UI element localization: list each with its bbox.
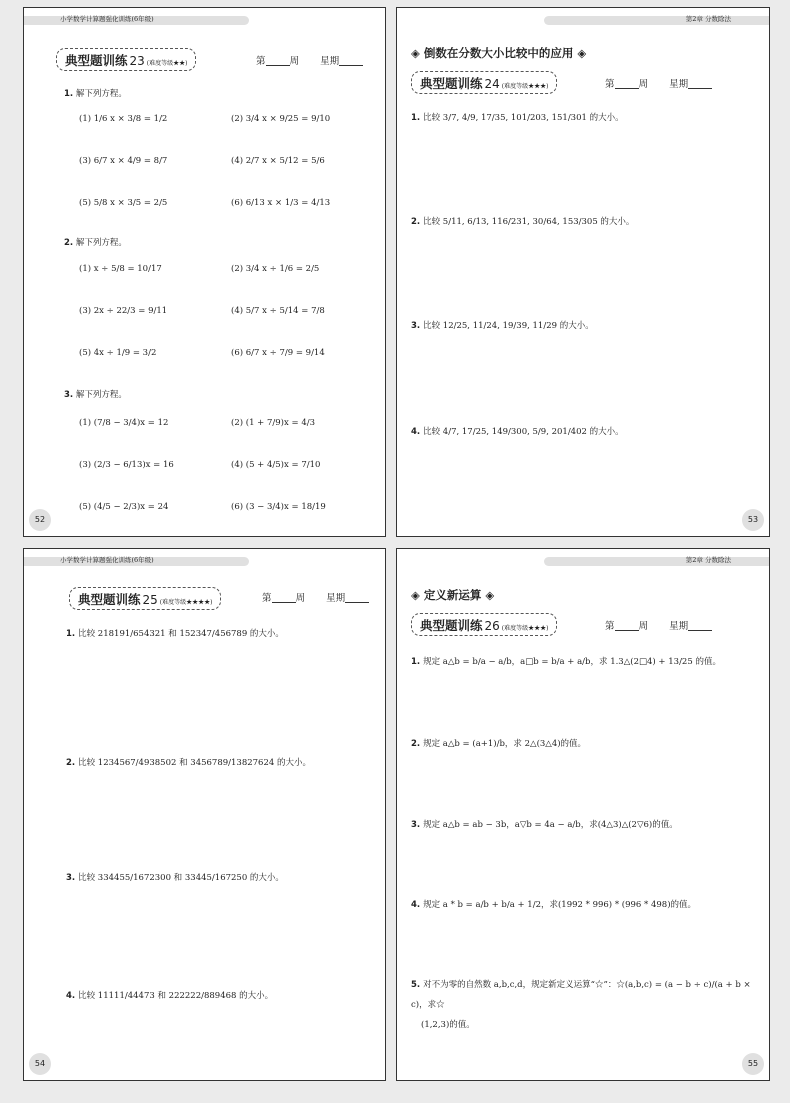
difficulty-label: (难度等级★★★) <box>501 625 549 632</box>
item-label: (1) <box>79 264 94 274</box>
exercise-banner <box>411 71 557 94</box>
equation-text: x ÷ 5/8 = 10/17 <box>93 264 162 274</box>
question-text: 规定 a△b = (a+1)/b，求 2△(3△4)的值。 <box>423 739 587 749</box>
item-label: (3) <box>79 306 94 316</box>
comparison-question <box>66 756 311 768</box>
equation-text: (2/3 − 6/13)x = 16 <box>93 460 174 470</box>
equation-item <box>79 418 168 428</box>
equation-text: 3/4 x ÷ 1/6 = 2/5 <box>245 264 320 274</box>
question-number: 3. <box>411 321 424 331</box>
page-53 <box>396 7 770 537</box>
week-blank[interactable] <box>615 88 639 89</box>
comparison-question <box>66 871 284 883</box>
banner-title: 典型题训练 <box>78 592 141 607</box>
equation-item <box>231 502 326 512</box>
operation-question <box>411 652 756 672</box>
running-header: 第2章 分数除法 <box>685 556 731 564</box>
header-bar <box>544 16 769 25</box>
question-text: 规定 a * b = a/b + b/a + 1/2，求(1992 * 996) * (996 * 498)的值。 <box>423 900 697 910</box>
question-2: 2. 解下列方程。 <box>64 238 127 248</box>
page-number: 53 <box>742 509 764 531</box>
operation-question <box>411 734 756 754</box>
week-blank[interactable] <box>615 630 639 631</box>
week-field: 第 周 星期 <box>605 76 712 90</box>
running-header: 小学数学计算题强化训练(6年级) <box>60 15 154 23</box>
question-number: 1. <box>411 657 424 667</box>
equation-item <box>79 198 167 208</box>
week-blank[interactable] <box>266 65 290 66</box>
equation-text: 6/7 x × 4/9 = 8/7 <box>93 156 168 166</box>
difficulty-label: (难度等级★★★★) <box>159 599 213 606</box>
exercise-banner <box>69 587 221 610</box>
equation-item <box>231 114 330 124</box>
page-52 <box>23 7 386 537</box>
item-label: (6) <box>231 198 246 208</box>
question-number: 4. <box>411 900 424 910</box>
question-text: 比较 11111/44473 和 222222/889468 的大小。 <box>78 991 274 1001</box>
item-label: (4) <box>231 306 246 316</box>
week-field: 第 周 星期 <box>256 53 363 67</box>
operation-question <box>411 815 756 835</box>
week-blank[interactable] <box>272 602 296 603</box>
page-number: 52 <box>29 509 51 531</box>
question-text: 比较 3/7, 4/9, 17/35, 101/203, 151/301 的大小。 <box>423 113 624 123</box>
item-label: (1) <box>79 418 94 428</box>
equation-item <box>79 460 174 470</box>
equation-text: 5/7 x ÷ 5/14 = 7/8 <box>245 306 325 316</box>
banner-number: 26 <box>484 619 500 633</box>
equation-item <box>79 156 167 166</box>
question-text: 规定 a△b = ab − 3b，a▽b = 4a − a/b，求(4△3)△(2▽6)的值。 <box>423 820 678 830</box>
question-number: 2. <box>66 758 79 768</box>
equation-item <box>79 264 162 274</box>
day-blank[interactable] <box>345 602 369 603</box>
question-number: 4. <box>66 991 79 1001</box>
running-header: 第2章 分数除法 <box>685 15 731 23</box>
question-number: 3. <box>66 873 79 883</box>
equation-text: 2/7 x × 5/12 = 5/6 <box>245 156 325 166</box>
item-label: (3) <box>79 460 94 470</box>
equation-item <box>231 156 325 166</box>
question-text: 对不为零的自然数 a,b,c,d，规定新定义运算“☆”：☆(a,b,c) = (a − b ÷ c)/(a + b × c)，求☆ <box>411 980 751 1010</box>
question-number: 1. <box>411 113 424 123</box>
equation-item <box>231 418 315 428</box>
equation-item <box>231 348 325 358</box>
section-title: ◈ 倒数在分数大小比较中的应用 ◈ <box>411 46 587 60</box>
question-text: 比较 334455/1672300 和 33445/167250 的大小。 <box>78 873 284 883</box>
item-label: (2) <box>231 114 246 124</box>
comparison-question <box>66 989 273 1001</box>
equation-item <box>79 306 167 316</box>
item-label: (2) <box>231 418 246 428</box>
question-text: 比较 12/25, 11/24, 19/39, 11/29 的大小。 <box>423 321 594 331</box>
item-label: (5) <box>79 198 94 208</box>
item-label: (5) <box>79 348 94 358</box>
comparison-question <box>411 319 594 331</box>
question-number: 3. <box>411 820 424 830</box>
item-label: (5) <box>79 502 94 512</box>
banner-title: 典型题训练 <box>420 76 483 91</box>
banner-number: 24 <box>484 77 500 91</box>
question-text: 比较 5/11, 6/13, 116/231, 30/64, 153/305 的大小。 <box>423 217 635 227</box>
item-label: (6) <box>231 502 246 512</box>
equation-text: (7/8 − 3/4)x = 12 <box>93 418 169 428</box>
page-55 <box>396 548 770 1081</box>
day-blank[interactable] <box>688 88 712 89</box>
equation-item <box>231 264 319 274</box>
question-number: 2. <box>411 739 424 749</box>
item-label: (3) <box>79 156 94 166</box>
running-header: 小学数学计算题强化训练(6年级) <box>60 556 154 564</box>
comparison-question <box>66 627 284 639</box>
question-number: 2. <box>411 217 424 227</box>
equation-text: (5 + 4/5)x = 7/10 <box>245 460 321 470</box>
exercise-banner <box>411 613 557 636</box>
equation-text: 2x ÷ 22/3 = 9/11 <box>93 306 168 316</box>
equation-item <box>79 348 156 358</box>
equation-item <box>79 114 167 124</box>
section-title: ◈ 定义新运算 ◈ <box>411 588 495 602</box>
question-3: 3. 解下列方程。 <box>64 390 127 400</box>
equation-text: 3/4 x × 9/25 = 9/10 <box>245 114 331 124</box>
equation-item <box>79 502 168 512</box>
item-label: (6) <box>231 348 246 358</box>
equation-text: 4x ÷ 1/9 = 3/2 <box>93 348 157 358</box>
header-bar <box>544 557 769 566</box>
equation-text: (4/5 − 2/3)x = 24 <box>93 502 169 512</box>
question-text: 比较 218191/654321 和 152347/456789 的大小。 <box>78 629 284 639</box>
item-label: (4) <box>231 156 246 166</box>
equation-item <box>231 198 330 208</box>
question-number: 1. <box>66 629 79 639</box>
difficulty-label: (难度等级★★) <box>146 60 188 67</box>
day-blank[interactable] <box>688 630 712 631</box>
banner-title: 典型题训练 <box>65 53 128 68</box>
page-number: 54 <box>29 1053 51 1075</box>
banner-number: 23 <box>129 54 145 68</box>
week-field: 第 周 星期 <box>262 590 369 604</box>
question-text-cont: (1,2,3)的值。 <box>421 1020 475 1030</box>
equation-item <box>231 306 325 316</box>
equation-text: (3 − 3/4)x = 18/19 <box>245 502 326 512</box>
question-number: 4. <box>411 427 424 437</box>
question-text: 规定 a△b = b/a − a/b，a□b = b/a + a/b，求 1.3△(2□4) + 13/25 的值。 <box>423 657 721 667</box>
question-text: 比较 4/7, 17/25, 149/300, 5/9, 201/402 的大小。 <box>423 427 624 437</box>
operation-question <box>411 895 756 915</box>
difficulty-label: (难度等级★★★) <box>501 83 549 90</box>
equation-text: 6/7 x ÷ 7/9 = 9/14 <box>245 348 325 358</box>
question-1: 1. 解下列方程。 <box>64 89 127 99</box>
comparison-question <box>411 425 624 437</box>
item-label: (2) <box>231 264 246 274</box>
page-54 <box>23 548 386 1081</box>
banner-title: 典型题训练 <box>420 618 483 633</box>
day-blank[interactable] <box>339 65 363 66</box>
item-label: (1) <box>79 114 94 124</box>
page-number: 55 <box>742 1053 764 1075</box>
equation-text: (1 + 7/9)x = 4/3 <box>245 418 315 428</box>
equation-text: 1/6 x × 3/8 = 1/2 <box>93 114 168 124</box>
comparison-question <box>411 111 624 123</box>
week-field: 第 周 星期 <box>605 618 712 632</box>
equation-item <box>231 460 320 470</box>
equation-text: 5/8 x × 3/5 = 2/5 <box>93 198 168 208</box>
question-text: 比较 1234567/4938502 和 3456789/13827624 的大小。 <box>78 758 311 768</box>
banner-number: 25 <box>142 593 158 607</box>
item-label: (4) <box>231 460 246 470</box>
question-number: 5. <box>411 980 424 990</box>
exercise-banner <box>56 48 196 71</box>
operation-question <box>411 975 756 1035</box>
comparison-question <box>411 215 634 227</box>
equation-text: 6/13 x × 1/3 = 4/13 <box>245 198 331 208</box>
